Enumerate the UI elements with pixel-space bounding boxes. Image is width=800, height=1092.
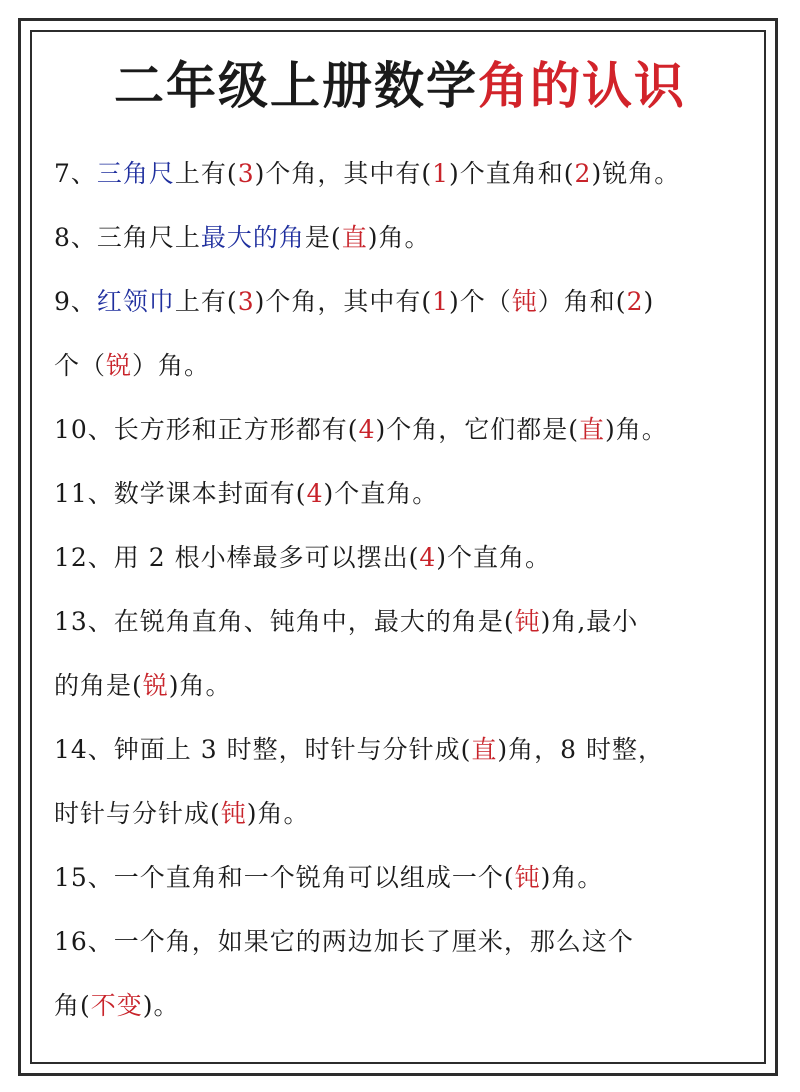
question-text: )角，8 时整， xyxy=(497,735,664,764)
question-text: 角( xyxy=(54,991,91,1020)
question-text: 时针与分针成( xyxy=(54,799,221,828)
question-line xyxy=(54,782,754,846)
question-text: 个（ xyxy=(54,351,107,380)
question-line xyxy=(54,910,754,974)
question-line xyxy=(54,974,754,1038)
question-text: )角。 xyxy=(246,799,310,828)
question-text: 8、三角尺上 xyxy=(54,223,201,252)
question-line xyxy=(54,462,754,526)
question-text: )个角，其中有( xyxy=(254,287,433,316)
question-line xyxy=(54,206,754,270)
question-text: 11、数学课本封面有( xyxy=(54,479,307,508)
question-text: 上有( xyxy=(174,159,238,188)
question-line xyxy=(54,334,754,398)
answer-text: 1 xyxy=(432,287,450,316)
keyword-text: 三角尺 xyxy=(96,159,175,188)
question-text: )锐角。 xyxy=(591,159,681,188)
question-text: )。 xyxy=(142,991,180,1020)
question-text: 13、在锐角直角、钝角中，最大的角是( xyxy=(54,607,515,636)
answer-text: 直 xyxy=(341,223,368,252)
answer-text: 2 xyxy=(626,287,644,316)
answer-text: 直 xyxy=(579,415,606,444)
question-text: )角。 xyxy=(168,671,232,700)
answer-text: 1 xyxy=(432,159,450,188)
answer-text: 钝 xyxy=(511,287,538,316)
keyword-text: 红领巾 xyxy=(96,287,175,316)
question-line xyxy=(54,846,754,910)
question-text: ）角和( xyxy=(537,287,627,316)
question-text: 7、 xyxy=(54,159,97,188)
answer-text: 3 xyxy=(237,287,255,316)
answer-text: 4 xyxy=(419,543,437,572)
question-text: 16、一个角，如果它的两边加长了厘米，那么这个 xyxy=(54,927,634,956)
answer-text: 4 xyxy=(358,415,376,444)
question-text: 15、一个直角和一个锐角可以组成一个( xyxy=(54,863,515,892)
question-text: 10、长方形和正方形都有( xyxy=(54,415,359,444)
question-text: )角。 xyxy=(540,863,604,892)
question-text: 12、用 2 根小棒最多可以摆出( xyxy=(54,543,420,572)
question-text: 的角是( xyxy=(54,671,143,700)
question-text: )角。 xyxy=(605,415,668,444)
question-line xyxy=(54,526,754,590)
answer-text: 钝 xyxy=(514,607,541,636)
question-text: )角。 xyxy=(367,223,431,252)
answer-text: 2 xyxy=(574,159,592,188)
question-line xyxy=(54,718,754,782)
question-text: )角,最小 xyxy=(540,607,639,636)
question-line xyxy=(54,398,754,462)
question-text: )个直角和( xyxy=(449,159,575,188)
question-line xyxy=(54,270,754,334)
question-text: ）角。 xyxy=(132,351,211,380)
question-text: ) xyxy=(643,287,655,316)
question-text: )个（ xyxy=(449,287,512,316)
page-title xyxy=(0,54,800,118)
answer-text: 锐 xyxy=(142,671,169,700)
answer-text: 直 xyxy=(471,735,498,764)
question-list xyxy=(54,142,754,1038)
question-text: 9、 xyxy=(54,287,97,316)
question-text: )个直角。 xyxy=(436,543,552,572)
answer-text: 不变 xyxy=(90,991,143,1020)
question-line xyxy=(54,142,754,206)
answer-text: 4 xyxy=(306,479,324,508)
question-text: )个角，它们都是( xyxy=(375,415,579,444)
answer-text: 钝 xyxy=(220,799,247,828)
title-main: 二年级上册数学 xyxy=(114,57,478,115)
answer-text: 3 xyxy=(237,159,255,188)
question-text: 14、钟面上 3 时整，时针与分针成( xyxy=(54,735,472,764)
question-text: 上有( xyxy=(174,287,238,316)
question-text: )个角，其中有( xyxy=(254,159,433,188)
question-line xyxy=(54,654,754,718)
question-text: )个直角。 xyxy=(323,479,439,508)
answer-text: 钝 xyxy=(514,863,541,892)
question-line xyxy=(54,590,754,654)
question-text: 是( xyxy=(304,223,342,252)
answer-text: 锐 xyxy=(106,351,133,380)
title-highlight: 角的认识 xyxy=(478,57,686,115)
keyword-text: 最大的角 xyxy=(200,223,305,252)
